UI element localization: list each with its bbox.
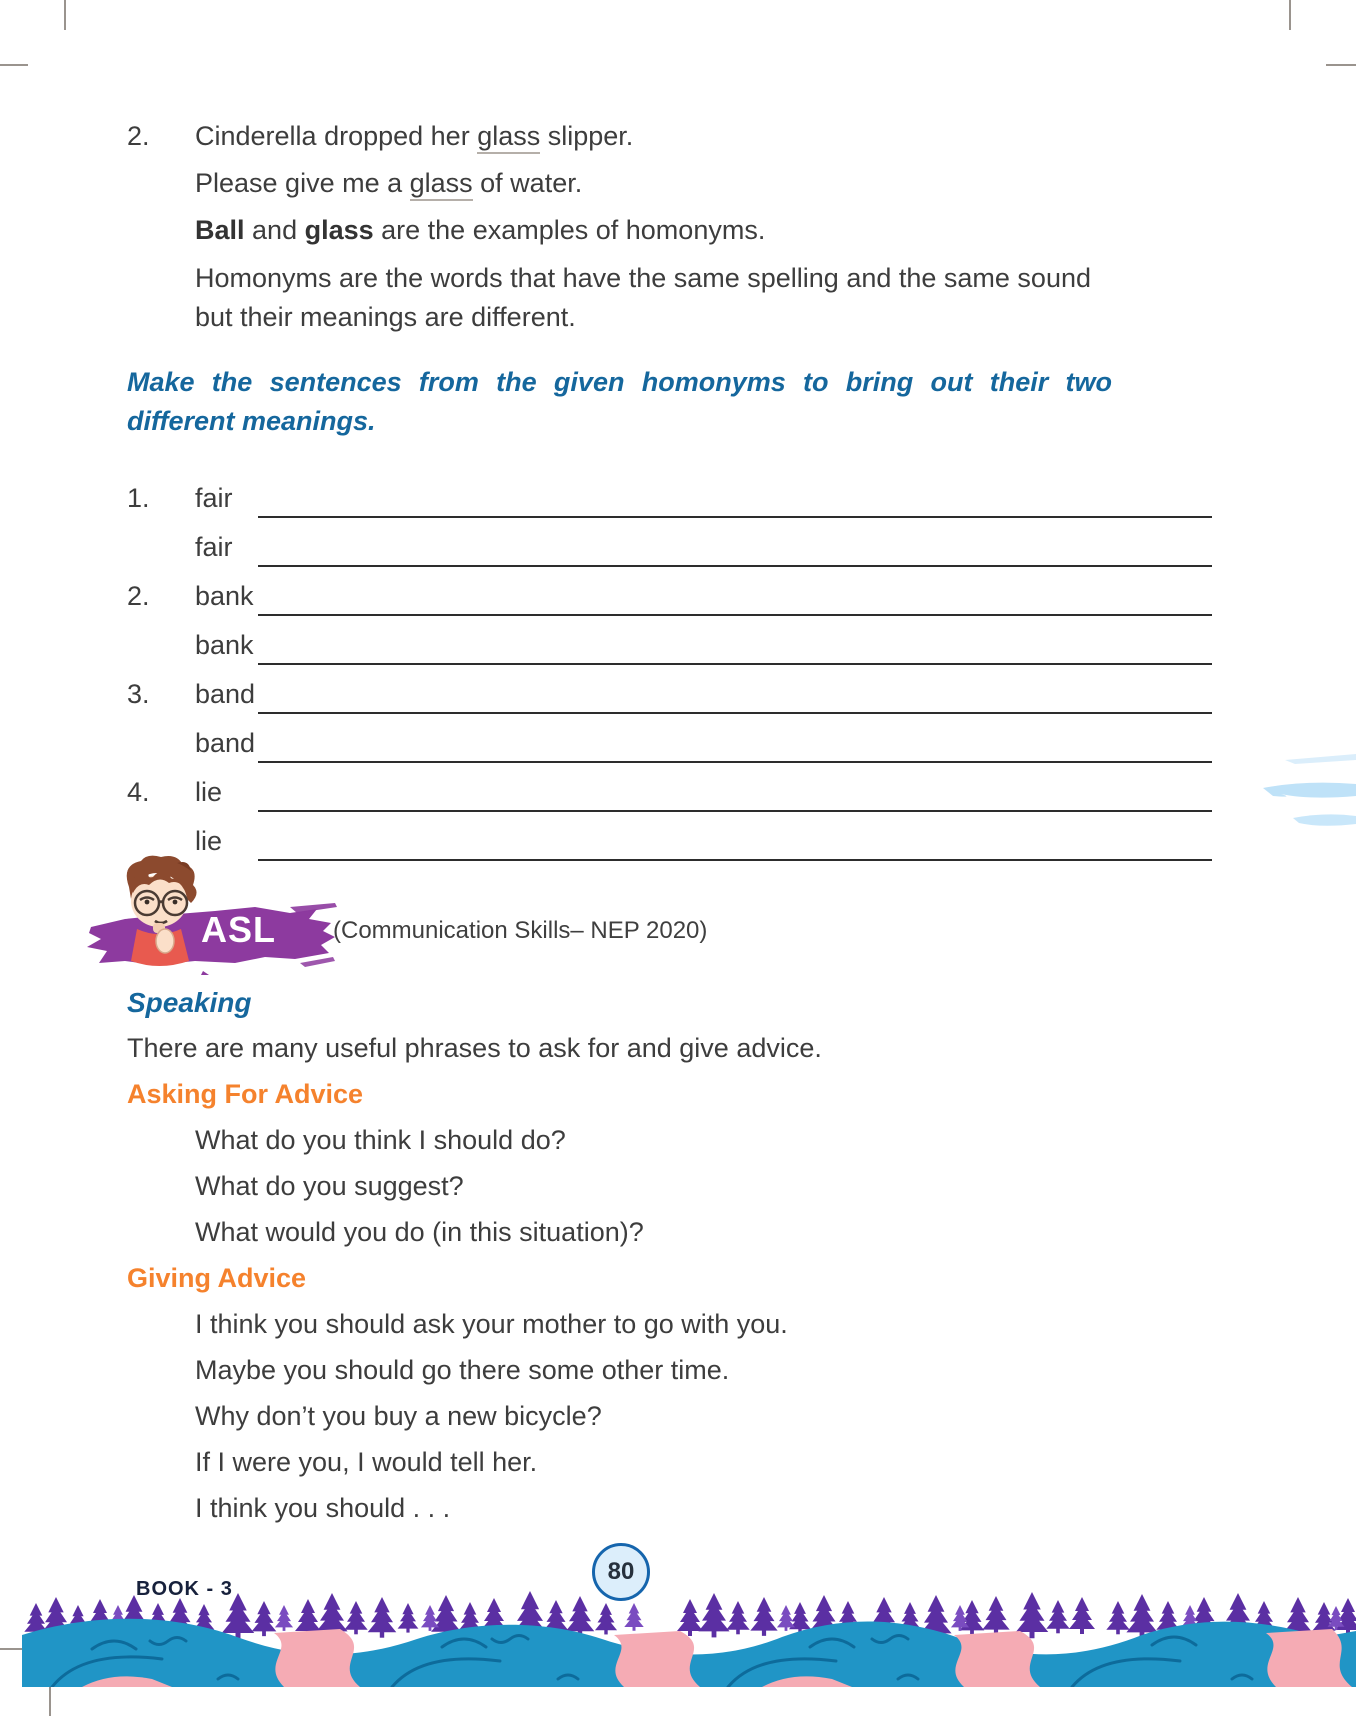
example-number: 2. <box>127 121 150 151</box>
homonym-word: fair <box>195 532 233 562</box>
answer-blank-line <box>258 531 1212 567</box>
asking-phrase: What would you do (in this situation)? <box>195 1217 644 1247</box>
crop-mark <box>0 1648 22 1650</box>
exercise-row <box>127 616 1212 665</box>
asl-badge: ASL <box>201 909 276 950</box>
exercise-instruction: Make the sentences from the given homonyms to bring out their two different meanings. <box>127 367 1112 436</box>
answer-blank-line <box>258 629 1212 665</box>
example-sentence-3: Ball and glass are the examples of homonyms. <box>195 215 766 245</box>
giving-phrase: Maybe you should go there some other time. <box>195 1355 730 1385</box>
homonym-word: fair <box>195 483 233 513</box>
exercise-row <box>127 714 1212 763</box>
page-number: 80 <box>607 1558 635 1585</box>
crop-mark <box>1289 0 1291 30</box>
margin-brush-decoration <box>1255 752 1356 852</box>
exercise-row <box>127 665 1212 714</box>
homonym-word: lie <box>195 826 223 856</box>
example-text <box>195 113 1212 337</box>
homonym-definition: Homonyms are the words that have the same spelling and the same sound but their meanings are different. <box>195 263 1091 332</box>
exercise-row <box>127 469 1212 518</box>
speaking-heading: Speaking <box>127 987 252 1018</box>
homonym-word: band <box>195 728 256 758</box>
giving-phrase: I think you should . . . <box>195 1493 451 1523</box>
homonym-word: band <box>195 679 256 709</box>
asking-phrase: What do you think I should do? <box>195 1125 566 1155</box>
answer-blank-line <box>258 727 1212 763</box>
answer-blank-line <box>258 825 1212 861</box>
crop-mark <box>49 1686 51 1716</box>
homonym-word: lie <box>195 777 223 807</box>
crop-mark <box>1326 64 1356 66</box>
giving-advice-heading: Giving Advice <box>127 1263 307 1293</box>
page-content <box>127 113 1212 1524</box>
exercise-row <box>127 567 1212 616</box>
homonym-word: bank <box>195 581 254 611</box>
asking-for-advice-heading: Asking For Advice <box>127 1079 364 1109</box>
answer-blank-line <box>258 580 1212 616</box>
item-number: 3. <box>127 679 150 709</box>
asking-phrase: What do you suggest? <box>195 1171 464 1201</box>
asl-banner <box>85 873 1212 981</box>
homonym-exercise-list <box>127 469 1212 861</box>
item-number: 4. <box>127 777 150 807</box>
giving-phrase: Why don’t you buy a new bicycle? <box>195 1401 602 1431</box>
speaking-intro: There are many useful phrases to ask for and give advice. <box>127 1033 822 1063</box>
answer-blank-line <box>258 482 1212 518</box>
example-sentence-2: Please give me a glass of water. <box>195 160 1112 207</box>
homonym-word: bank <box>195 630 254 660</box>
exercise-row <box>127 812 1212 861</box>
item-number: 2. <box>127 581 150 611</box>
underlined-word: glass <box>477 121 540 154</box>
example-sentence-1: Cinderella dropped her glass slipper. <box>195 113 1112 160</box>
answer-blank-line <box>258 678 1212 714</box>
book-label: BOOK - 3 <box>136 1578 233 1600</box>
giving-phrase: If I were you, I would tell her. <box>195 1447 538 1477</box>
giving-phrase: I think you should ask your mother to go with you. <box>195 1309 788 1339</box>
item-number: 1. <box>127 483 150 513</box>
exercise-row <box>127 518 1212 567</box>
asl-subtitle: (Communication Skills– NEP 2020) <box>333 917 708 944</box>
crop-mark <box>64 0 66 30</box>
exercise-row <box>127 763 1212 812</box>
page-number-badge <box>592 1543 650 1601</box>
homonym-example <box>127 113 1212 337</box>
crop-mark <box>0 64 28 66</box>
thinking-boy-character <box>107 853 207 975</box>
answer-blank-line <box>258 776 1212 812</box>
underlined-word: glass <box>410 168 473 201</box>
